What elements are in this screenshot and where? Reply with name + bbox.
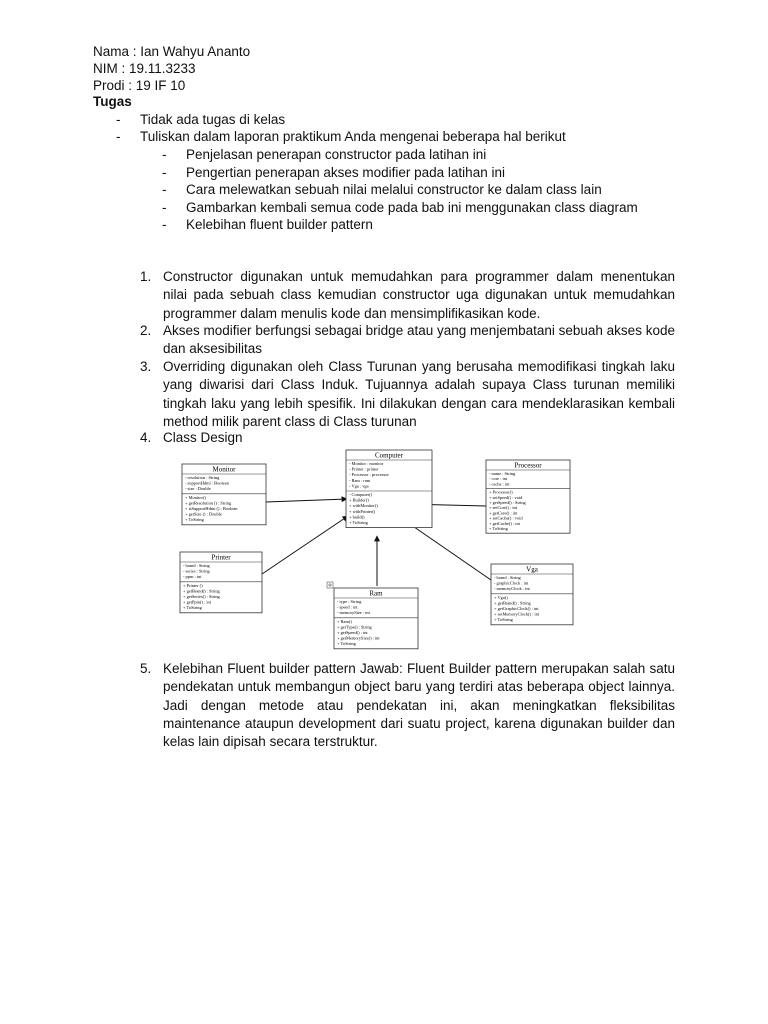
class-attribute: - memoryClock : int xyxy=(494,586,530,592)
class-attribute: - Monitor : monitor xyxy=(349,461,384,466)
class-attribute: - brand : String xyxy=(183,563,210,568)
answer-number: 5. xyxy=(140,661,152,676)
class-method: + getResolution () : String xyxy=(185,500,232,506)
class-method: + ToString xyxy=(183,605,202,611)
class-attribute: - ppm : int xyxy=(183,574,202,580)
student-name: Nama : Ian Wahyu Ananto xyxy=(93,44,251,59)
class-attribute: - supportHdmi : Boolean xyxy=(185,480,229,486)
class-method: + ToString xyxy=(494,617,513,623)
subtask-item: Cara melewatkan sebuah nilai melalui constructor ke dalam class lain xyxy=(186,182,602,197)
class-ram xyxy=(334,588,418,649)
class-attribute: - type : String xyxy=(337,599,362,604)
subtask-bullet: - xyxy=(162,200,167,215)
subtask-item: Gambarkan kembali semua code pada bab ini menggunakan class diagram xyxy=(186,200,638,215)
class-name: Printer xyxy=(211,553,231,562)
class-method: + setCore() : int xyxy=(489,505,517,511)
class-computer xyxy=(346,450,432,528)
class-method: + getSize () : Double xyxy=(185,511,222,517)
class-attribute: - graphicClock : int xyxy=(494,580,529,586)
class-method: + getType() : String xyxy=(337,624,372,630)
subtask-item: Penjelasan penerapan constructor pada latihan ini xyxy=(186,147,487,162)
class-monitor xyxy=(182,464,266,525)
task-item: Tidak ada tugas di kelas xyxy=(140,112,286,127)
class-method: + ToString xyxy=(337,641,356,647)
answer-text: Akses modifier berfungsi sebagai bridge atau yang menjembatani sebuah akses kode dan aksesibilitas xyxy=(163,323,675,357)
class-method: + ToString xyxy=(185,517,204,523)
class-method: - Computer() xyxy=(349,492,373,497)
class-method: + getSpeed() : String xyxy=(489,500,526,505)
class-diagram-svg xyxy=(162,446,584,654)
class-attribute: - cache : int xyxy=(489,481,510,487)
class-name: Ram xyxy=(369,589,383,598)
class-attribute: - brand : String xyxy=(494,575,521,580)
class-method: + Ram() xyxy=(337,618,352,624)
class-method: + getSeries() : String xyxy=(183,594,220,599)
class-method: + setSpeed() : void xyxy=(489,494,523,500)
task-bullet: - xyxy=(116,112,121,127)
class-attribute: - memorySize : int xyxy=(337,610,370,616)
class-method: + getBrand() : String xyxy=(183,588,220,594)
class-method: + getCache() : int xyxy=(489,520,520,526)
class-attribute: - Ram : ram xyxy=(349,477,371,483)
class-method: + setMemoryClock() : int xyxy=(494,611,540,617)
class-attribute: - core : int xyxy=(489,476,508,482)
class-name: Vga xyxy=(526,565,538,574)
class-name: Monitor xyxy=(212,465,236,474)
class-attribute: - Printer : printer xyxy=(349,466,379,472)
class-attribute: - speed : int xyxy=(337,604,358,610)
class-method: + getSpeed() : int xyxy=(337,630,368,635)
class-printer xyxy=(180,552,262,613)
class-diagram xyxy=(162,446,584,654)
class-attribute: - Vga : vga xyxy=(349,483,369,489)
subtask-bullet: - xyxy=(162,165,167,180)
subtask-bullet: - xyxy=(162,217,167,232)
class-method: + isSupportHdmi () : Boolean xyxy=(185,506,238,511)
answer-text: Constructor digunakan untuk memudahkan para programmer dalam menentukan nilai pada sebuah class kemudian constructor uga digunakan untuk memudahkan programmer dalam menulis kode dan mensimplifikasikan kode. xyxy=(163,269,675,321)
subtask-bullet: - xyxy=(162,147,167,162)
arrow-monitor-computer xyxy=(266,499,347,502)
class-method: + withPrinter() xyxy=(349,508,376,514)
student-prodi: Prodi : 19 IF 10 xyxy=(93,78,186,93)
answer-number: 4. xyxy=(140,430,152,445)
class-method: + Builder() xyxy=(349,497,369,503)
answer-text: Kelebihan Fluent builder pattern Jawab: Fluent Builder pattern merupakan salah satu pendekatan untuk membangun object baru yang terdiri atas beberapa object lainnya. Jadi dengan metode atau pendekatan ini, akan meningkatkan fleksibilitas maintenance ataupun development dari suatu project, karena digunakan builder dan kelas lain dipisah secara terstruktur. xyxy=(163,661,675,750)
class-method: + Processor() xyxy=(489,489,513,495)
student-nim: NIM : 19.11.3233 xyxy=(93,61,196,76)
task-bullet: - xyxy=(116,129,121,144)
task-item: Tuliskan dalam laporan praktikum Anda mengenai beberapa hal berikut xyxy=(140,129,566,144)
class-method: + setCache() : void xyxy=(489,515,523,521)
class-method: + Vga() xyxy=(494,594,508,600)
class-attribute: - size : Double xyxy=(185,486,211,492)
arrow-vga-computer xyxy=(404,520,491,580)
arrow-printer-computer xyxy=(262,516,348,574)
class-method: + getBrand() : String xyxy=(494,600,531,606)
class-vga xyxy=(491,564,573,625)
class-method: + ToString xyxy=(349,520,368,525)
subtask-item: Pengertian penerapan akses modifier pada latihan ini xyxy=(186,165,505,180)
class-name: Computer xyxy=(375,451,403,460)
answer-number: 3. xyxy=(140,359,152,374)
class-attribute: - resolution : String xyxy=(185,475,220,480)
class-method: + Monitor() xyxy=(185,494,206,500)
class-method: + withMonitor() xyxy=(349,503,378,509)
class-method: + build() xyxy=(349,514,365,520)
class-name: Processor xyxy=(514,461,542,470)
answer-text: Class Design xyxy=(163,430,243,445)
class-attribute: - series : String xyxy=(183,568,210,574)
subtask-item: Kelebihan fluent builder pattern xyxy=(186,217,373,232)
class-method: + ToString xyxy=(489,526,508,531)
class-attribute: - name : String xyxy=(489,471,516,476)
class-method: + getMemorySize() : int xyxy=(337,635,380,641)
class-method: + getPpm() : int xyxy=(183,599,211,605)
section-title: Tugas xyxy=(93,94,132,109)
answer-number: 2. xyxy=(140,323,152,338)
class-method: + getGraphicClock() : int xyxy=(494,606,539,611)
subtask-bullet: - xyxy=(162,182,167,197)
class-method: + getCore() : int xyxy=(489,510,518,516)
class-method: + Printer () xyxy=(183,582,203,588)
answer-number: 1. xyxy=(140,269,152,284)
class-processor xyxy=(486,460,570,533)
class-attribute: - Processor : processor xyxy=(349,472,389,478)
answer-text: Overriding digunakan oleh Class Turunan yang berusaha memodifikasi tingkah laku yang diwarisi dari Class Induk. Tujuannya adalah supaya Class turunan memiliki tingkah laku yang lebih spesifik. Ini dilakukan dengan cara mendeklarasikan kembali method milik parent class di Class turunan xyxy=(163,359,675,429)
